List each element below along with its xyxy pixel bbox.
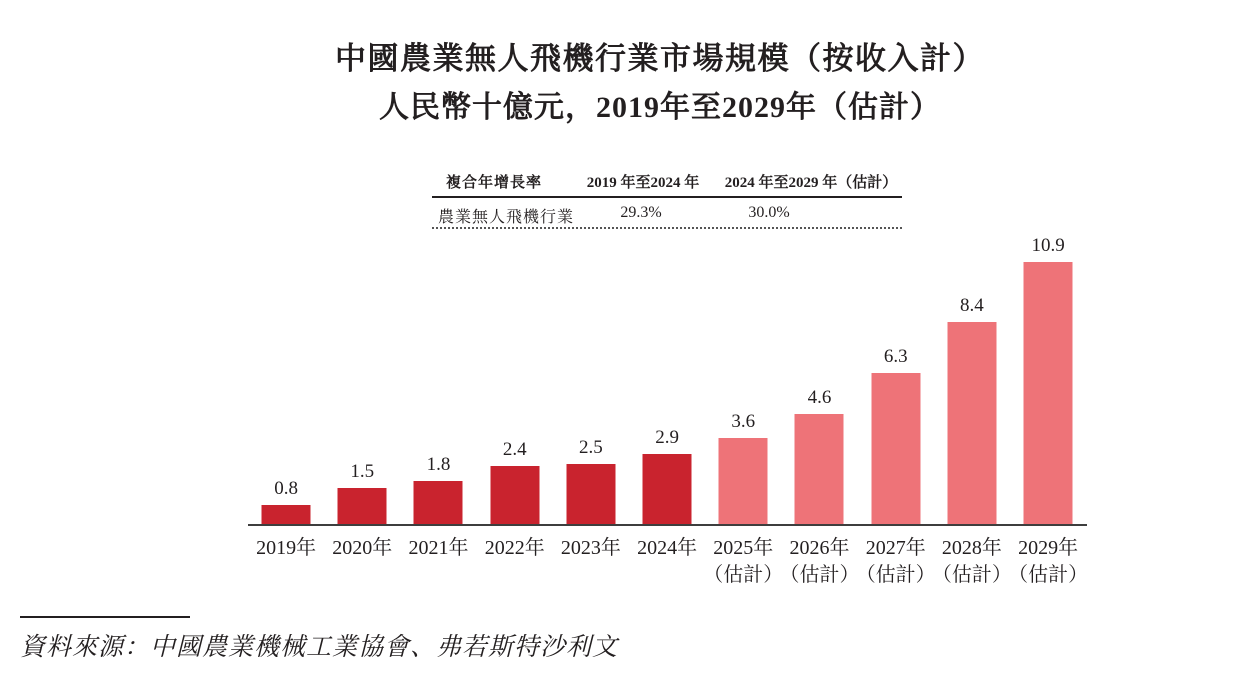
bar-value-label: 10.9: [1031, 235, 1065, 257]
bar-actual: [566, 464, 615, 524]
bar-estimate: [947, 322, 996, 524]
cagr-table: [432, 168, 902, 230]
x-axis-label: 2022年: [484, 537, 545, 559]
bar-value-label: 0.8: [274, 477, 298, 499]
source-divider: [20, 616, 190, 618]
bar-value-label: 4.6: [807, 386, 832, 408]
bar-estimate: [1024, 262, 1073, 524]
table-header-rule: [432, 196, 902, 198]
bar-actual: [490, 466, 539, 524]
chart-column: [477, 250, 553, 559]
source-note: 資料來源：中國農業機械工業協會、弗若斯特沙利文: [20, 634, 619, 661]
cagr-row-period2-value: 30.0%: [748, 204, 790, 221]
chart-column: [931, 250, 1012, 586]
x-axis-label: 2029年 （估計）: [1008, 537, 1089, 586]
chart-title: 中國農業無人飛機行業市場規模（按收入計）: [335, 41, 985, 76]
chart-column: [855, 250, 936, 586]
chart-column: [324, 250, 400, 559]
bar-value-label: 8.4: [960, 295, 984, 317]
chart-column: [248, 250, 324, 559]
chart-column: [779, 250, 860, 586]
cagr-header-period2: 2024 年至2029 年（估計）: [724, 175, 898, 191]
bar-value-label: 1.8: [426, 453, 451, 475]
bar-chart: [248, 235, 1089, 586]
chart-subtitle: 人民幣十億元，2019年至2029年（估計）: [379, 91, 941, 124]
bar-value-label: 2.4: [502, 439, 527, 461]
bar-value-label: 6.3: [883, 345, 908, 367]
cagr-header-metric: 複合年增長率: [446, 175, 543, 191]
bar-actual: [643, 454, 692, 524]
x-axis-label: 2019年: [256, 537, 317, 559]
x-axis-label: 2025年 （估計）: [703, 537, 784, 586]
bar-estimate: [719, 438, 768, 524]
cagr-row-period1-value: 29.3%: [620, 204, 662, 221]
bar-value-label: 2.5: [579, 437, 603, 458]
x-axis-label: 2024年: [637, 537, 698, 559]
x-axis-label: 2021年: [408, 537, 469, 559]
chart-column: [553, 250, 629, 559]
x-axis-label: 2028年 （估計）: [931, 537, 1012, 586]
cagr-row-metric: 農業無人飛機行業: [438, 209, 575, 226]
chart-column: [703, 250, 784, 586]
table-bottom-rule: [432, 227, 902, 229]
x-axis-label: 2027年 （估計）: [855, 537, 936, 586]
chart-column: [1008, 235, 1089, 586]
bar-actual: [338, 488, 387, 524]
bar-actual: [262, 505, 311, 524]
cagr-header-period1: 2019 年至2024 年: [586, 175, 700, 191]
chart-column: [400, 250, 476, 559]
x-axis-label: 2020年: [332, 537, 393, 559]
bar-value-label: 2.9: [655, 427, 679, 449]
x-axis-label: 2023年: [560, 537, 621, 559]
bar-estimate: [795, 414, 844, 524]
bar-actual: [414, 481, 463, 524]
bar-value-label: 1.5: [350, 461, 375, 482]
bar-estimate: [871, 373, 920, 524]
x-axis-label: 2026年 （估計）: [779, 537, 860, 586]
chart-column: [629, 250, 705, 559]
bar-value-label: 3.6: [731, 410, 756, 432]
